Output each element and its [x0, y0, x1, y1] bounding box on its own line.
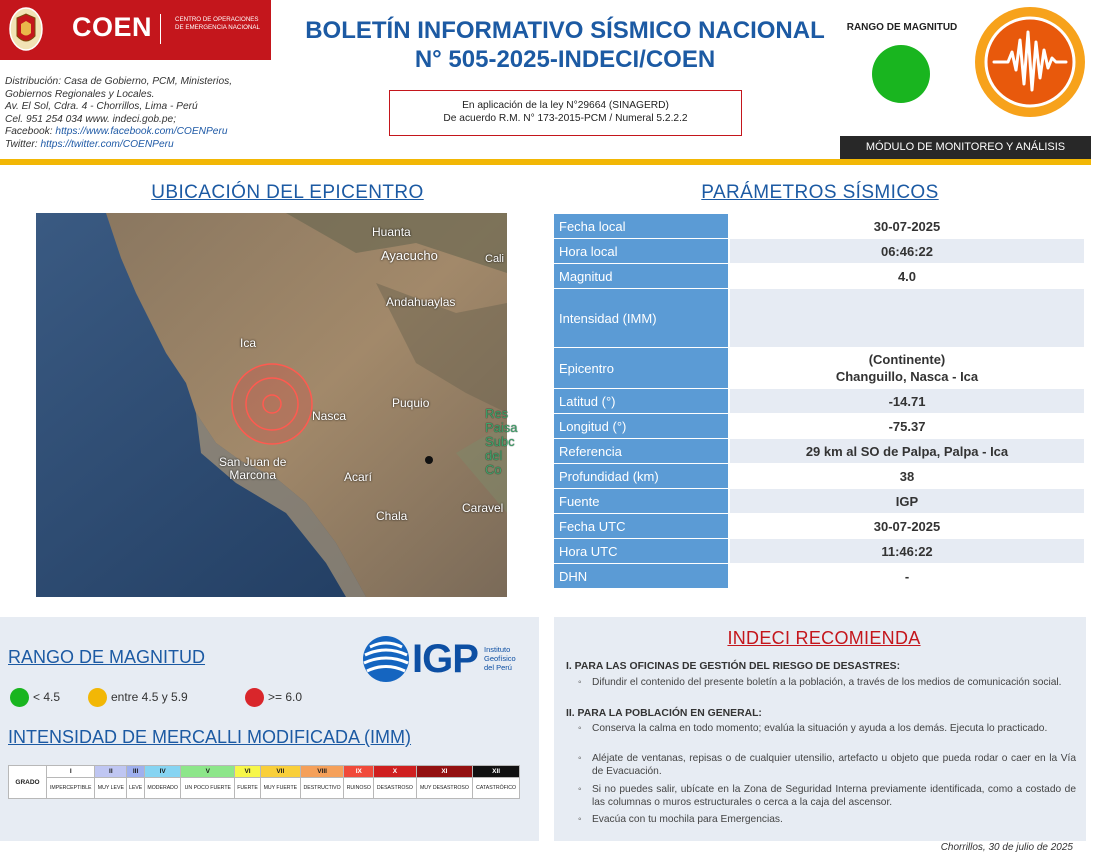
seismograph-logo-icon [974, 6, 1086, 118]
param-row-referencia [554, 439, 1084, 463]
distribution-contact [5, 76, 267, 151]
param-value: 29 km al SO de Palpa, Palpa - Ica [730, 439, 1084, 463]
mercalli-desc-row [9, 778, 520, 799]
facebook-line [5, 126, 267, 139]
magnitude-range-title: RANGO DE MAGNITUD [8, 647, 206, 667]
legend-dot-yellow [88, 688, 107, 707]
map-label-san-juan-line2: Marcona [229, 468, 277, 482]
contact-line: Av. El Sol, Cdra. 4 - Chorrillos, Lima - Perú [5, 101, 198, 112]
param-row-magnitud [554, 264, 1084, 288]
map-label-reserve-line1: Res [485, 406, 509, 421]
mercalli-grade-roman: VIII [300, 766, 344, 778]
map-label-acari: Acarí [344, 470, 373, 484]
recommendation-item: ◦ Aléjate de ventanas, repisas o de cualquier utensilio, artefacto u objeto que pueda rodar o caer en la Vía de Evacuación. [578, 753, 1076, 778]
twitter-label: Twitter: [5, 138, 41, 150]
recommendation-heading-offices: I. PARA LAS OFICINAS DE GESTIÓN DEL RIESGO DE DESASTRES: [566, 661, 901, 672]
mercalli-title: INTENSIDAD DE MERCALLI MODIFICADA (IMM) [8, 727, 412, 747]
recommendations-panel [554, 617, 1086, 841]
igp-globe-icon [362, 635, 410, 683]
mercalli-grade-roman: III [127, 766, 145, 778]
facebook-link[interactable]: https://www.facebook.com/COENPeru [55, 126, 228, 137]
satellite-map-graphic [36, 213, 507, 597]
param-value: 30-07-2025 [730, 214, 1084, 238]
param-value: 30-07-2025 [730, 514, 1084, 538]
map-label-reserve-line3: Subc [485, 434, 515, 449]
epicentro-place: Changuillo, Nasca - Ica [835, 369, 979, 384]
param-row-epicentro [554, 348, 1084, 388]
map-label-san-juan-line1: San Juan de [219, 455, 287, 469]
magnitude-indicator-dot [872, 45, 930, 103]
mercalli-grade-roman: II [95, 766, 127, 778]
monitoring-module-bar: MÓDULO DE MONITOREO Y ANÁLISIS [840, 136, 1091, 159]
coen-logo [0, 0, 271, 60]
param-row-profundidad [554, 464, 1084, 488]
indeci-recommends-title: INDECI RECOMIENDA [727, 628, 921, 648]
mercalli-grade-roman: IX [344, 766, 374, 778]
bulletin-title [300, 16, 830, 74]
param-row-dhn [554, 564, 1084, 588]
twitter-line [5, 139, 267, 152]
map-label-huanta: Huanta [372, 225, 411, 239]
magnitude-panel [0, 617, 539, 841]
param-row-latitud [554, 389, 1084, 413]
param-label: Fuente [554, 489, 730, 513]
mercalli-grade-roman: VI [235, 766, 261, 778]
param-row-hora-local [554, 239, 1084, 263]
map-label-nasca: Nasca [312, 409, 347, 423]
param-row-fuente [554, 489, 1084, 513]
mercalli-grade-desc: DESASTROSO [374, 778, 417, 799]
mercalli-grade-roman: X [374, 766, 417, 778]
logo-subtitle: CENTRO DE OPERACIONES DE EMERGENCIA NACIONAL [175, 16, 260, 31]
param-value: IGP [730, 489, 1084, 513]
map-label-reserve-line4: del Co [485, 448, 503, 477]
legend-item-low [10, 687, 60, 707]
mercalli-roman-row [9, 766, 520, 778]
param-label: Latitud (°) [554, 389, 730, 413]
map-label-reserve-line2: Paisa [485, 420, 518, 435]
param-value: - [730, 564, 1084, 588]
map-label-caravel: Caravel [462, 501, 504, 515]
mercalli-grade-roman: XI [416, 766, 473, 778]
epicenter-section-title: UBICACIÓN DEL EPICENTRO [151, 182, 424, 203]
mercalli-grade-desc: DESTRUCTIVO [300, 778, 344, 799]
map-label-andahuaylas: Andahuaylas [386, 295, 456, 309]
mercalli-grade-desc: MUY DESASTROSO [416, 778, 473, 799]
contact-line: Cel. 951 254 034 www. indeci.gob.pe; [5, 113, 177, 125]
legend-item-high [245, 687, 302, 707]
legend-label: entre 4.5 y 5.9 [111, 690, 188, 704]
bulletin-number: N° 505-2025-INDECI/COEN [414, 46, 716, 73]
param-label: Intensidad (IMM) [554, 289, 730, 347]
param-label: DHN [554, 564, 730, 588]
param-value: 4.0 [730, 264, 1084, 288]
igp-subtitle-line1: Instituto [484, 645, 511, 654]
grado-label: GRADO [9, 766, 47, 799]
map-label-san-juan [219, 456, 286, 482]
param-row-fecha-utc [554, 514, 1084, 538]
param-label: Longitud (°) [554, 414, 730, 438]
mercalli-grade-roman: XII [473, 766, 520, 778]
map-label-cali: Cali [485, 253, 504, 265]
mercalli-grade-roman: I [47, 766, 95, 778]
param-label: Fecha local [554, 214, 730, 238]
facebook-label: Facebook: [5, 126, 56, 137]
epicenter-map[interactable] [36, 213, 518, 597]
param-label: Hora local [554, 239, 730, 263]
param-label: Fecha UTC [554, 514, 730, 538]
seismic-parameters-title: PARÁMETROS SÍSMICOS [701, 182, 939, 203]
mercalli-grade-desc: UN POCO FUERTE [181, 778, 235, 799]
contact-line: Distribución: Casa de Gobierno, PCM, Ministerios, [5, 76, 233, 87]
logo-separator [160, 14, 161, 44]
param-value: 11:46:22 [730, 539, 1084, 563]
param-value: 38 [730, 464, 1084, 488]
mercalli-grade-roman: V [181, 766, 235, 778]
mercalli-grade-roman: VII [260, 766, 300, 778]
map-label-ica: Ica [240, 336, 257, 350]
mercalli-grade-desc: MODERADO [144, 778, 181, 799]
twitter-link[interactable]: https://twitter.com/COENPeru [40, 138, 174, 150]
recommendation-item: ◦ Si no puedes salir, ubícate en la Zona de Seguridad Interna previamente identificada, como a costado de las columnas o muros estructurales o cerca a la caja del ascensor. [578, 784, 1076, 809]
param-label: Profundidad (km) [554, 464, 730, 488]
legal-reference-box [389, 90, 742, 136]
param-label: Magnitud [554, 264, 730, 288]
param-row-intensidad [554, 289, 1084, 347]
recommendation-heading-population: II. PARA LA POBLACIÓN EN GENERAL: [566, 708, 762, 719]
legal-line2: De acuerdo R.M. N° 173-2015-PCM / Numeral 5.2.2.2 [443, 113, 688, 124]
map-label-puquio: Puquio [392, 396, 430, 410]
igp-subtitle [484, 645, 516, 672]
mercalli-grade-desc: MUY FUERTE [260, 778, 300, 799]
igp-logo [362, 635, 522, 685]
mercalli-scale-table [8, 765, 520, 799]
peru-emblem-icon [8, 6, 44, 52]
mercalli-grade-roman: IV [144, 766, 181, 778]
epicentro-type: (Continente) [868, 352, 946, 367]
param-value [730, 289, 1084, 347]
param-row-longitud [554, 414, 1084, 438]
param-value: -14.71 [730, 389, 1084, 413]
recommendation-item: ◦ Conserva la calma en todo momento; evalúa la situación y ayuda a los demás. Ejecuta lo practicado. [578, 723, 1076, 736]
legend-dot-red [245, 688, 264, 707]
mercalli-grade-desc: IMPERCEPTIBLE [47, 778, 95, 799]
param-value [730, 348, 1084, 388]
igp-wordmark: IGP [412, 637, 478, 681]
param-label: Epicentro [554, 348, 730, 388]
param-value: 06:46:22 [730, 239, 1084, 263]
igp-subtitle-line2: Geofísico [484, 654, 516, 663]
param-label: Referencia [554, 439, 730, 463]
legal-line1: En aplicación de la ley N°29664 (SINAGERD) [462, 100, 669, 111]
mercalli-grade-desc: FUERTE [235, 778, 261, 799]
param-row-fecha-local [554, 214, 1084, 238]
legend-dot-green [10, 688, 29, 707]
bulletin-title-line1: BOLETÍN INFORMATIVO SÍSMICO NACIONAL [305, 17, 825, 44]
legend-label: >= 6.0 [268, 690, 303, 704]
recommendation-item: ◦ Difundir el contenido del presente boletín a la población, a través de los medios de comunicación social. [578, 677, 1076, 690]
legend-label: < 4.5 [33, 690, 61, 704]
param-label: Hora UTC [554, 539, 730, 563]
contact-line: Gobiernos Regionales y Locales. [5, 88, 155, 100]
mercalli-grade-desc: CATASTRÓFICO [473, 778, 520, 799]
legend-item-mid [88, 687, 188, 707]
param-row-hora-utc [554, 539, 1084, 563]
mercalli-grade-desc: MUY LEVE [95, 778, 127, 799]
mercalli-grade-desc: RUINOSO [344, 778, 374, 799]
map-label-ayacucho: Ayacucho [381, 248, 438, 263]
map-label-chala: Chala [376, 509, 408, 523]
mercalli-grade-desc: LEVE [127, 778, 145, 799]
magnitude-range-heading: RANGO DE MAGNITUD [846, 22, 958, 33]
logo-wordmark: COEN [72, 12, 153, 42]
recommendation-item: ◦ Evacúa con tu mochila para Emergencias. [578, 814, 1076, 827]
issue-date: Chorrillos, 30 de julio de 2025 [940, 842, 1073, 853]
header-divider [0, 159, 1091, 165]
param-value: -75.37 [730, 414, 1084, 438]
igp-subtitle-line3: del Perú [484, 663, 512, 672]
map-label-reserve [485, 407, 518, 477]
seismic-parameters-table [554, 213, 1084, 589]
